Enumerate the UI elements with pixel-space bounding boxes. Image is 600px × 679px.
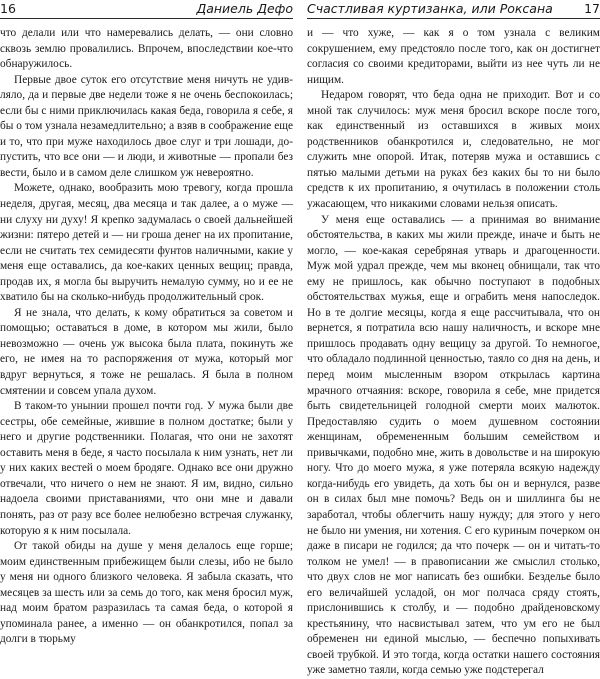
running-head bbox=[0, 0, 293, 19]
left-page bbox=[0, 0, 293, 646]
paragraph: От такой обиды на душе у меня делалось еще горше; моим единственным прибежищем были слезы, ибо не было у меня ни одного близкого человека. Я забыла сказать, что месяцев за шесть или за семь до того, как меня бросил муж, над моим братом разразилась та самая беда, о которой я упоминала ранее, а именно — он обанкротился, попал за долги в тюрьму bbox=[0, 540, 293, 646]
book-title: Счастливая куртизанка, или Роксана bbox=[307, 1, 553, 16]
paragraph: Я не знала, что делать, к кому обратиться за советом и помощью; оставаться в доме, в котором мы жили, было невозможно — очень уж высока была плата, покинуть же его, не имея на то распоряжения от мужа, который мог вдруг вернуться, я тоже не решалась. Я была в полном смятении и совсем упала духом. bbox=[0, 306, 293, 397]
paragraph: У меня еще оставались — а принимая во внимание обстоятельства, в каких мы жили прежде, иначе и быть не могло, — кое-какая серебряная утварь и драгоценности. Муж мой удрал прежде, чем мы вконец обнищали, так что ему не пришлось, как обычно поступают в подобных обстоятельствах мужья, еще и ограбить меня напоследок. Но в те долгие месяцы, когда я еще рассчитывала, что он вернется, я потратила всю нашу наличность, и вскоре мне пришлось продавать одну вещицу за другой. То немногое, что обладало подлинной ценностью, таяло со дня на день, и перед моим мысленным взором открылась картина мрачного отчаяния: вскоре, говорила я себе, мне придется быть свидетельницей голодной смерти моих малюток. Предоставляю судить о моем душевном состоянии женщинам, обремененным большим семейством и привычками, подобно мне, жить в довольстве и на широкую ногу. Что до моего мужа, я уже потеряла всякую надежду когда-нибудь его увидеть, да хоть бы он и вернулся, разве он в силах был мне помочь? Ведь он и шиллинга бы не заработал, чтобы облегчить нашу нужду; для этого у него не было ни умения, ни хотения. С его куриным почерком он даже в писари не годился; да что почерк — он и читать-то толком не умел! — в правописании же смыслил столько, что двух слов не мог написать без ошибки. Безделье было его величайшей усладой, он мог полчаса сряду стоять, прислонившись к столбу, и — подобно драйденовскому крестьянину, что насвистывал затем, что ум его не был обременен ни единой мыслью, — беспечно попыхивать своей трубкой. И это тогда, когда остатки нашего состояния уже заметно таяли, когда семью уже подстерегал bbox=[307, 213, 600, 677]
paragraph: Недаром говорят, что беда одна не приходит. Вот и со мной так случилось: муж меня бросил вскоре после того, как единственный из оставшихся в живых моих родственников обанкротился и, следовательно, не мог служить мне опорой. Итак, потеряв мужа и оставшись с пятью малыми детьми на руках без каких бы то ни было средств к их пропитанию, я очутилась в положении столь ужасающем, что никакими словами нельзя описать. bbox=[307, 89, 600, 211]
paragraph: Первые двое суток его отсутствие меня ничуть не удивляло, да и первые две недели тоже я не очень беспокоилась; если бы с ними приключилась какая беда, говорила я себе, я бы о том узнала незамедлительно; а взяв в соображение еще и то, что при муже находилось двое слуг и три лошади, допустить, что все они — и люди, и животные — пропали без вести, было и в самом деле слишком уж невероятно. bbox=[0, 73, 293, 179]
page-number: 16 bbox=[0, 1, 16, 16]
body-text bbox=[307, 26, 600, 679]
body-text bbox=[0, 26, 293, 648]
right-page bbox=[307, 0, 600, 677]
page-number: 17 bbox=[584, 1, 600, 16]
paragraph: В таком-то унынии прошел почти год. У мужа были две сестры, обе семейные, жившие в полном достатке; были у него и другие родственники. Полагая, что они не захотят оставить меня в беде, я часто посылала к ним узнать, нет ли у них каких вестей о моем бродяге. Однако все они дружно отвечали, что ничего о нем не знают. Я им, видно, сильно надоела своими приставаниями, что они мне и давали понять, раз от разу все более нелюбезно встречая служанку, которую я к ним посылала. bbox=[0, 400, 293, 537]
author-name: Даниель Дефо bbox=[196, 1, 293, 16]
paragraph: и — что хуже, — как я о том узнала с великим сокрушением, ему предстояло после того, как он достигнет согласия со своими кредиторами, выйти из нее чуть ли не нищим. bbox=[307, 27, 600, 86]
running-head bbox=[307, 0, 600, 19]
paragraph: Можете, однако, вообразить мою тревогу, когда прошла неделя, другая, месяц, два месяца и так далее, а о муже — ни слуху ни духу! Я крепко задумалась о своей дальнейшей жизни: пятеро детей и — ни гроша денег на их пропитание, если не считать тех семидесяти фунтов наличными, какие у меня еще оставались, да кое-каких ценных вещиц; правда, продав их, я могла бы выручить немалую сумму, но и ее не хватило бы на сколько-нибудь продолжительный срок. bbox=[0, 182, 293, 304]
paragraph: что делали или что намеревались делать, — они словно сквозь землю провалились. Впрочем, впоследствии кое-что обнаружилось. bbox=[0, 27, 293, 71]
